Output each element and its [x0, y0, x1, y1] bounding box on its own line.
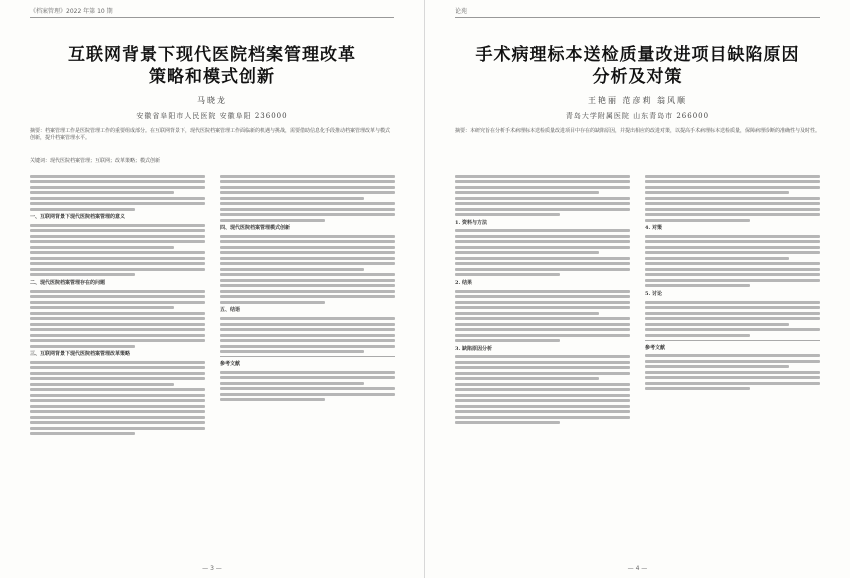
- left-section-heading: 一、互联网背景下现代医院档案管理的意义: [30, 214, 126, 220]
- left-running-header: [30, 6, 394, 18]
- right-section-heading: 2. 结果: [455, 279, 472, 286]
- right-section-heading: 1. 资料与方法: [455, 219, 487, 226]
- right-section-heading: 3. 缺陷原因分析: [455, 345, 492, 352]
- right-section-heading: 5. 讨论: [645, 290, 662, 297]
- left-keywords: 关键词：现代医院档案管理；互联网；改革策略；模式创新: [30, 158, 161, 164]
- right-column-1: [455, 172, 630, 427]
- right-page-number: — 4 —: [627, 565, 648, 572]
- left-page-number: — 3 —: [202, 565, 222, 572]
- left-abstract-text: 摘要：档案管理工作是医院管理工作的重要组成部分。在互联网背景下，现代医院档案管理工作面临新的机遇与挑战，需要借助信息化手段推动档案管理改革与模式创新，提升档案管理水平。: [30, 128, 391, 141]
- left-abstract: [30, 128, 394, 142]
- left-article-title: [40, 44, 384, 88]
- right-article-title: [465, 44, 810, 88]
- left-section-heading: 二、现代医院档案管理存在的问题: [30, 279, 106, 286]
- right-title-line-1: 手术病理标本送检质量改进项目缺陷原因: [475, 45, 800, 65]
- right-title-line-2: 分析及对策: [592, 67, 683, 87]
- right-authors: 王艳丽 范彦莉 翁风顺: [587, 96, 688, 105]
- right-affiliation: 青岛大学附属医院 山东青岛市 266000: [565, 112, 710, 120]
- right-column-2: [645, 172, 820, 393]
- right-section-heading: 4. 对策: [645, 225, 662, 231]
- left-author: 马晓龙: [197, 96, 227, 105]
- left-title-line-2: 策略和模式创新: [149, 67, 275, 87]
- right-abstract: [455, 128, 820, 135]
- left-section-heading: 五、结语: [220, 307, 241, 314]
- right-abstract-text: 摘要：本研究旨在分析手术病理标本送检质量改进项目中存在的缺陷原因，并提出相应的改进对策，以提高手术病理标本送检质量，保障病理诊断的准确性与及时性。: [455, 128, 821, 134]
- left-affiliation: 安徽省阜阳市人民医院 安徽阜阳 236000: [136, 112, 288, 120]
- left-references-heading: 参考文献: [220, 361, 241, 368]
- right-header-text: 论苑: [455, 8, 468, 15]
- right-running-header: [455, 6, 820, 18]
- left-section-heading: 四、现代医院档案管理模式创新: [220, 225, 291, 231]
- left-section-heading: 三、互联网背景下现代医院档案管理改革策略: [30, 351, 131, 358]
- right-page: [425, 0, 850, 578]
- right-references-heading: 参考文献: [645, 344, 666, 351]
- left-header-text: 《档案管理》2022 年第 10 期: [30, 8, 113, 15]
- left-title-line-1: 互联网背景下现代医院档案管理改革: [68, 45, 356, 65]
- left-column-2: [220, 172, 395, 404]
- left-column-1: [30, 172, 205, 438]
